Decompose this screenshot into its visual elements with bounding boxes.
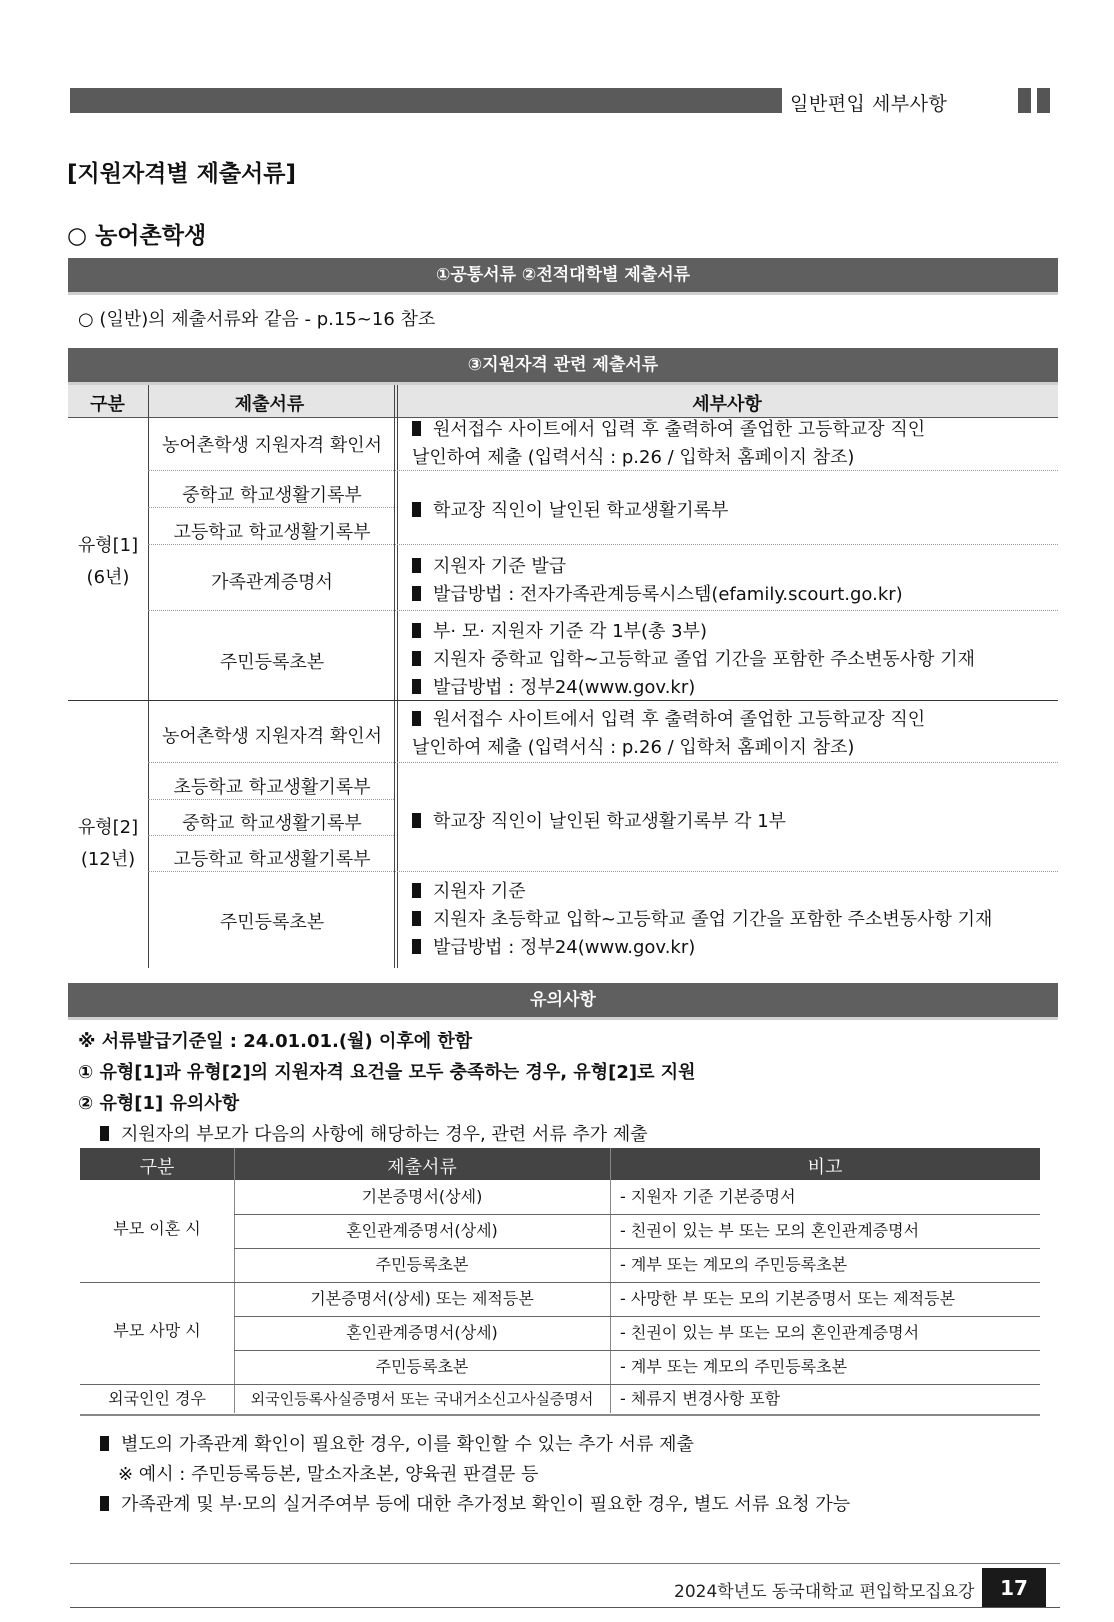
col-divider [148,385,149,968]
sub-title: ○ 농어촌학생 [67,223,207,249]
after-note-2: ※ 예시 : 주민등록등본, 말소자초본, 양육권 판결문 등 [118,1464,539,1485]
divorce-doc: 기본증명서(상세) [361,1187,483,1206]
bullet-icon [412,939,421,954]
doc-family: 가족관계증명서 [211,572,333,593]
death-doc: 혼인관계증명서(상세) [346,1323,498,1342]
detail-record: 학교장 직인이 날인된 학교생활기록부 [412,497,728,525]
table-header [68,385,1058,418]
death-doc: 주민등록초본 [375,1357,469,1376]
death-doc: 기본증명서(상세) 또는 제적등본 [310,1289,534,1308]
divorce-note: - 지원자 기준 기본증명서 [620,1187,796,1206]
type1-label: 유형[1] (6년) [77,535,139,588]
bullet-icon [412,813,421,828]
page-number: 17 [982,1568,1046,1608]
divorce-note: - 친권이 있는 부 또는 모의 혼인관계증명서 [620,1221,920,1240]
doc-cert: 농어촌학생 지원자격 확인서 [161,435,383,456]
band-qualification-docs: ③지원자격 관련 제출서류 [68,348,1058,385]
death-note: - 사망한 부 또는 모의 기본증명서 또는 제적등본 [620,1289,956,1308]
header-mark [1018,88,1031,113]
caution-both-types: ① 유형[1]과 유형[2]의 지원자격 요건을 모두 충족하는 경우, 유형[2]로 지원 [78,1062,696,1083]
header-label: 일반편입 세부사항 [790,93,948,115]
detail-cert: 원서접수 사이트에서 입력 후 출력하여 졸업한 고등학교장 직인 날인하여 제출 (입력서식 : p.26 / 입학처 홈페이지 참조) [412,419,926,468]
doc-resident: 주민등록초본 [219,652,325,673]
footer-divider [70,1563,1060,1564]
bullet-icon [412,623,421,638]
doc-high-record: 고등학교 학교생활기록부 [173,849,371,870]
divorce-note: - 계부 또는 계모의 주민등록초본 [620,1255,848,1274]
detail-record: 학교장 직인이 날인된 학교생활기록부 각 1부 [412,808,786,836]
band-common-docs: ①공통서류 ②전적대학별 제출서류 [68,258,1058,295]
doc-elementary-record: 초등학교 학교생활기록부 [173,777,371,798]
bullet-icon [412,421,421,436]
doc-resident: 주민등록초본 [219,912,325,933]
header-mark [1037,88,1050,113]
band-caution: 유의사항 [68,983,1058,1020]
doc-high-record: 고등학교 학교생활기록부 [173,522,371,543]
after-note-3: 가족관계 및 부·모의 실거주여부 등에 대한 추가정보 확인이 필요한 경우, 별도 서류 요청 가능 [100,1490,850,1516]
bullet-icon [412,679,421,694]
header-category: 구분 [90,394,125,415]
caution-parent-note: 지원자의 부모가 다음의 사항에 해당하는 경우, 관련 서류 추가 제출 [100,1120,648,1146]
doc-middle-record: 중학교 학교생활기록부 [182,813,362,834]
footer-bottom-line [70,1607,1060,1608]
common-note: ○ (일반)의 제출서류와 같음 - p.15~16 참조 [78,309,436,330]
footer-text: 2024학년도 동국대학교 편입학모집요강 [674,1582,975,1602]
bullet-icon [412,558,421,573]
header-bar [70,88,782,113]
foreign-doc: 외국인등록사실증명서 또는 국내거소신고사실증명서 [250,1390,594,1408]
doc-cert: 농어촌학생 지원자격 확인서 [161,726,383,747]
header-details: 세부사항 [692,394,762,415]
type2-label: 유형[2] (12년) [77,817,139,870]
detail-family: 지원자 기준 발급 발급방법 : 전자가족관계등록시스템(efamily.scourt.go.kr) [412,553,903,609]
divorce-doc: 혼인관계증명서(상세) [346,1221,498,1240]
foreign-note: - 체류지 변경사항 포함 [620,1389,781,1408]
death-note: - 계부 또는 계모의 주민등록초본 [620,1357,848,1376]
bullet-icon [412,586,421,601]
divorce-label: 부모 이혼 시 [113,1219,201,1238]
bullet-icon [100,1126,109,1141]
section-title: [지원자격별 제출서류] [67,161,296,187]
bullet-icon [412,651,421,666]
bullet-icon [100,1496,109,1511]
detail-cert: 원서접수 사이트에서 입력 후 출력하여 졸업한 고등학교장 직인 날인하여 제출 (입력서식 : p.26 / 입학처 홈페이지 참조) [412,709,926,758]
header-note: 비고 [807,1157,843,1178]
col-divider [394,385,395,968]
bullet-icon [412,883,421,898]
detail-resident: 부· 모· 지원자 기준 각 1부(총 3부) 지원자 중학교 입학~고등학교 졸업 기간을 포함한 주소변동사항 기재 발급방법 : 정부24(www.gov.kr) [412,618,975,702]
header-docs: 제출서류 [234,394,305,415]
doc-middle-record: 중학교 학교생활기록부 [182,485,362,506]
caution-type1: ② 유형[1] 유의사항 [78,1093,240,1114]
foreign-label: 외국인인 경우 [108,1389,206,1408]
death-label: 부모 사망 시 [113,1321,201,1340]
header-docs: 제출서류 [387,1157,457,1178]
death-note: - 친권이 있는 부 또는 모의 혼인관계증명서 [620,1323,920,1342]
after-note-1: 별도의 가족관계 확인이 필요한 경우, 이를 확인할 수 있는 추가 서류 제출 [100,1430,694,1456]
header-category: 구분 [139,1157,175,1178]
bullet-icon [412,502,421,517]
bullet-icon [412,711,421,726]
caution-table-header [80,1148,1040,1180]
divorce-doc: 주민등록초본 [375,1255,469,1274]
bullet-icon [412,911,421,926]
detail-resident: 지원자 기준 지원자 초등학교 입학~고등학교 졸업 기간을 포함한 주소변동사항 기재 발급방법 : 정부24(www.gov.kr) [412,878,992,962]
bullet-icon [100,1436,109,1451]
caution-date: ※ 서류발급기준일 : 24.01.01.(월) 이후에 한함 [78,1031,473,1052]
col-divider [397,385,398,968]
